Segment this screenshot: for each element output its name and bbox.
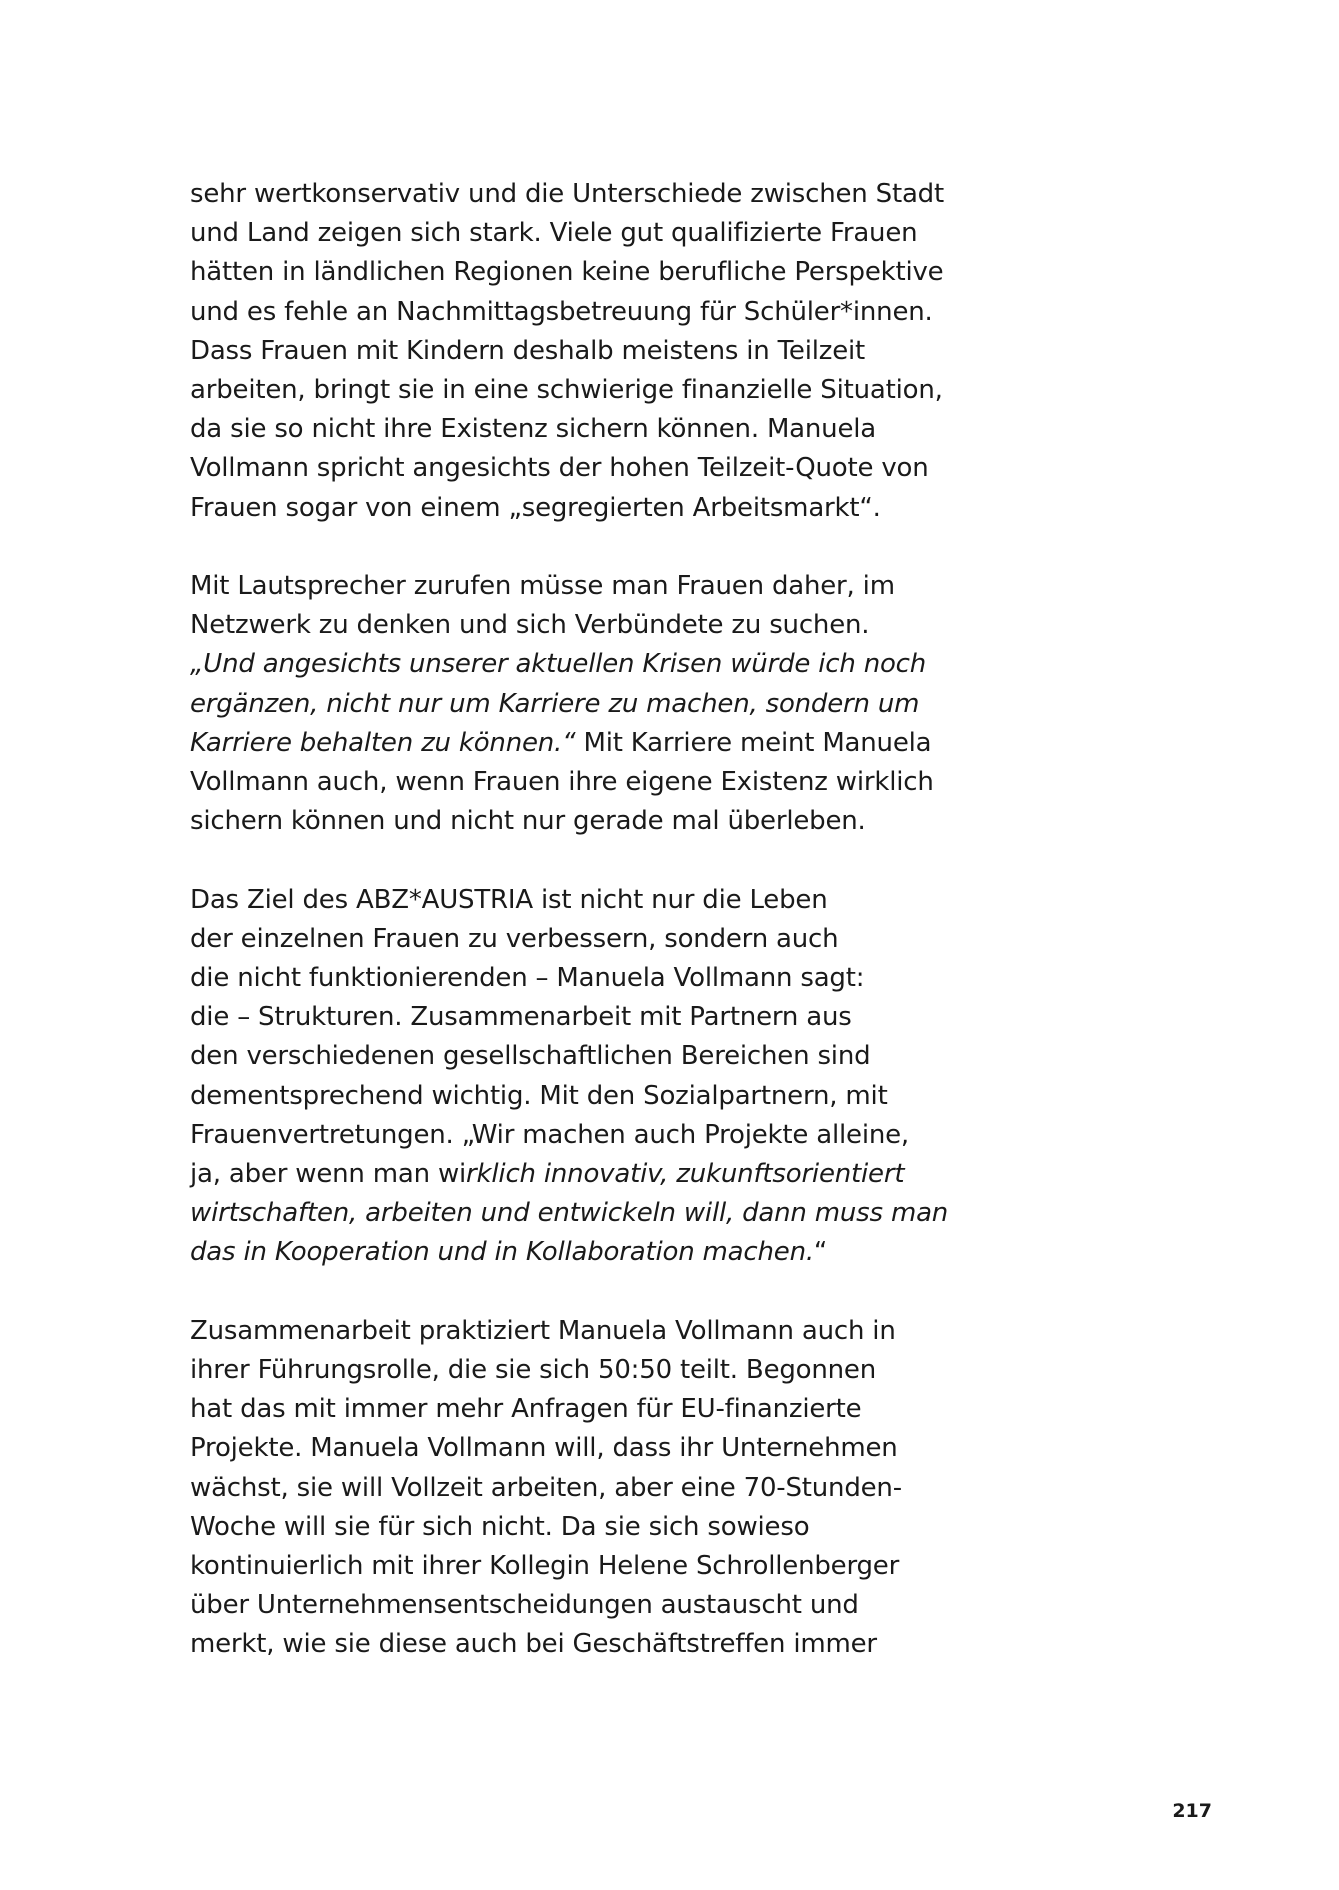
quote-segment: „Und angesichts unserer aktuellen Krisen würde ich noch: [190, 649, 927, 680]
text-line: [190, 567, 970, 606]
text-segment: Frauen sogar von einem „segregierten Arbeitsmarkt“.: [190, 492, 881, 523]
text-segment: sehr wertkonservativ und die Unterschiede zwischen Stadt: [190, 179, 944, 209]
text-segment: Woche will sie für sich nicht. Da sie sich sowieso: [190, 1511, 810, 1542]
text-line: [190, 959, 970, 998]
text-line: [190, 371, 970, 410]
paragraph: [190, 567, 970, 841]
text-segment: merkt, wie sie diese auch bei Geschäftstreffen immer: [190, 1629, 877, 1660]
text-segment: Frauenvertretungen. „Wir machen auch Projekte alleine,: [190, 1119, 909, 1150]
text-line: [190, 253, 970, 292]
text-segment: Mit Lautsprecher zurufen müsse man Frauen daher, im: [190, 571, 895, 602]
text-segment: der einzelnen Frauen zu verbessern, sondern auch: [190, 923, 839, 954]
text-segment: den verschiedenen gesellschaftlichen Bereichen sind: [190, 1041, 871, 1072]
text-line: [190, 645, 970, 684]
text-line: [190, 606, 970, 645]
text-line: [190, 1194, 970, 1233]
text-line: [190, 1625, 970, 1664]
text-segment: da sie so nicht ihre Existenz sichern können. Manuela: [190, 414, 877, 445]
text-segment: Vollmann spricht angesichts der hohen Teilzeit-Quote von: [190, 453, 929, 484]
text-line: [190, 1469, 970, 1508]
text-line: [190, 293, 970, 332]
text-line: [190, 763, 970, 802]
text-line: [190, 489, 970, 528]
paragraph: [190, 1312, 970, 1665]
paragraph: [190, 881, 970, 1273]
text-segment: die nicht funktionierenden – Manuela Vollmann sagt:: [190, 963, 865, 994]
text-segment: “: [813, 1237, 828, 1268]
text-segment: arbeiten, bringt sie in eine schwierige finanzielle Situation,: [190, 375, 943, 406]
text-segment: dementsprechend wichtig. Mit den Sozialpartnern, mit: [190, 1080, 888, 1111]
paragraph: [190, 175, 970, 528]
text-segment: Mit Karriere meint Manuela: [575, 727, 932, 758]
text-line: [190, 998, 970, 1037]
text-line: [190, 1077, 970, 1116]
quote-segment: Karriere behalten zu können.“: [190, 727, 576, 758]
text-segment: wächst, sie will Vollzeit arbeiten, aber eine 70-Stunden-: [190, 1472, 902, 1503]
quote-segment: das in Kooperation und in Kollaboration machen.: [190, 1237, 814, 1268]
text-segment: und es fehle an Nachmittagsbetreuung für Schüler*innen.: [190, 296, 933, 327]
text-segment: kontinuierlich mit ihrer Kollegin Helene Schrollenberger: [190, 1551, 900, 1582]
text-line: [190, 1508, 970, 1547]
text-segment: über Unternehmensentscheidungen austauscht und: [190, 1590, 859, 1621]
text-line: [190, 1155, 970, 1194]
text-segment: Netzwerk zu denken und sich Verbündete zu suchen.: [190, 610, 870, 641]
text-line: [190, 881, 970, 920]
text-line: [190, 1233, 970, 1272]
text-line: [190, 1547, 970, 1586]
text-line: [190, 920, 970, 959]
text-line: [190, 1390, 970, 1429]
text-line: [190, 1116, 970, 1155]
text-line: [190, 214, 970, 253]
text-segment: Vollmann auch, wenn Frauen ihre eigene Existenz wirklich: [190, 767, 934, 798]
text-segment: ja, aber wenn man wi: [190, 1159, 467, 1190]
quote-segment: rklich innovativ, zukunftsorientiert: [466, 1159, 905, 1190]
text-segment: Projekte. Manuela Vollmann will, dass ihr Unternehmen: [190, 1433, 898, 1464]
text-line: [190, 1037, 970, 1076]
text-line: [190, 1312, 970, 1351]
text-line: [190, 410, 970, 449]
text-segment: Dass Frauen mit Kindern deshalb meistens in Teilzeit: [190, 335, 866, 366]
text-segment: sichern können und nicht nur gerade mal überleben.: [190, 806, 866, 837]
quote-segment: wirtschaften, arbeiten und entwickeln will, dann muss man: [190, 1198, 949, 1229]
text-line: [190, 1586, 970, 1625]
text-segment: hätten in ländlichen Regionen keine berufliche Perspektive: [190, 257, 944, 288]
text-segment: Das Ziel des ABZ*AUSTRIA ist nicht nur die Leben: [190, 884, 828, 915]
text-line: [190, 1351, 970, 1390]
text-segment: hat das mit immer mehr Anfragen für EU-finanzierte: [190, 1394, 862, 1425]
quote-segment: ergänzen, nicht nur um Karriere zu machen, sondern um: [190, 688, 920, 719]
text-segment: ihrer Führungsrolle, die sie sich 50:50 teilt. Begonnen: [190, 1355, 877, 1386]
text-line: [190, 685, 970, 724]
text-line: [190, 175, 970, 214]
text-segment: Zusammenarbeit praktiziert Manuela Vollmann auch in: [190, 1315, 896, 1346]
text-line: [190, 332, 970, 371]
text-line: [190, 1429, 970, 1468]
text-segment: die – Strukturen. Zusammenarbeit mit Partnern aus: [190, 1002, 852, 1033]
text-segment: und Land zeigen sich stark. Viele gut qualifizierte Frauen: [190, 218, 918, 249]
body-text: [190, 175, 970, 1704]
text-line: [190, 449, 970, 488]
page-number: 217: [1172, 1800, 1212, 1822]
text-line: [190, 802, 970, 841]
text-line: [190, 724, 970, 763]
